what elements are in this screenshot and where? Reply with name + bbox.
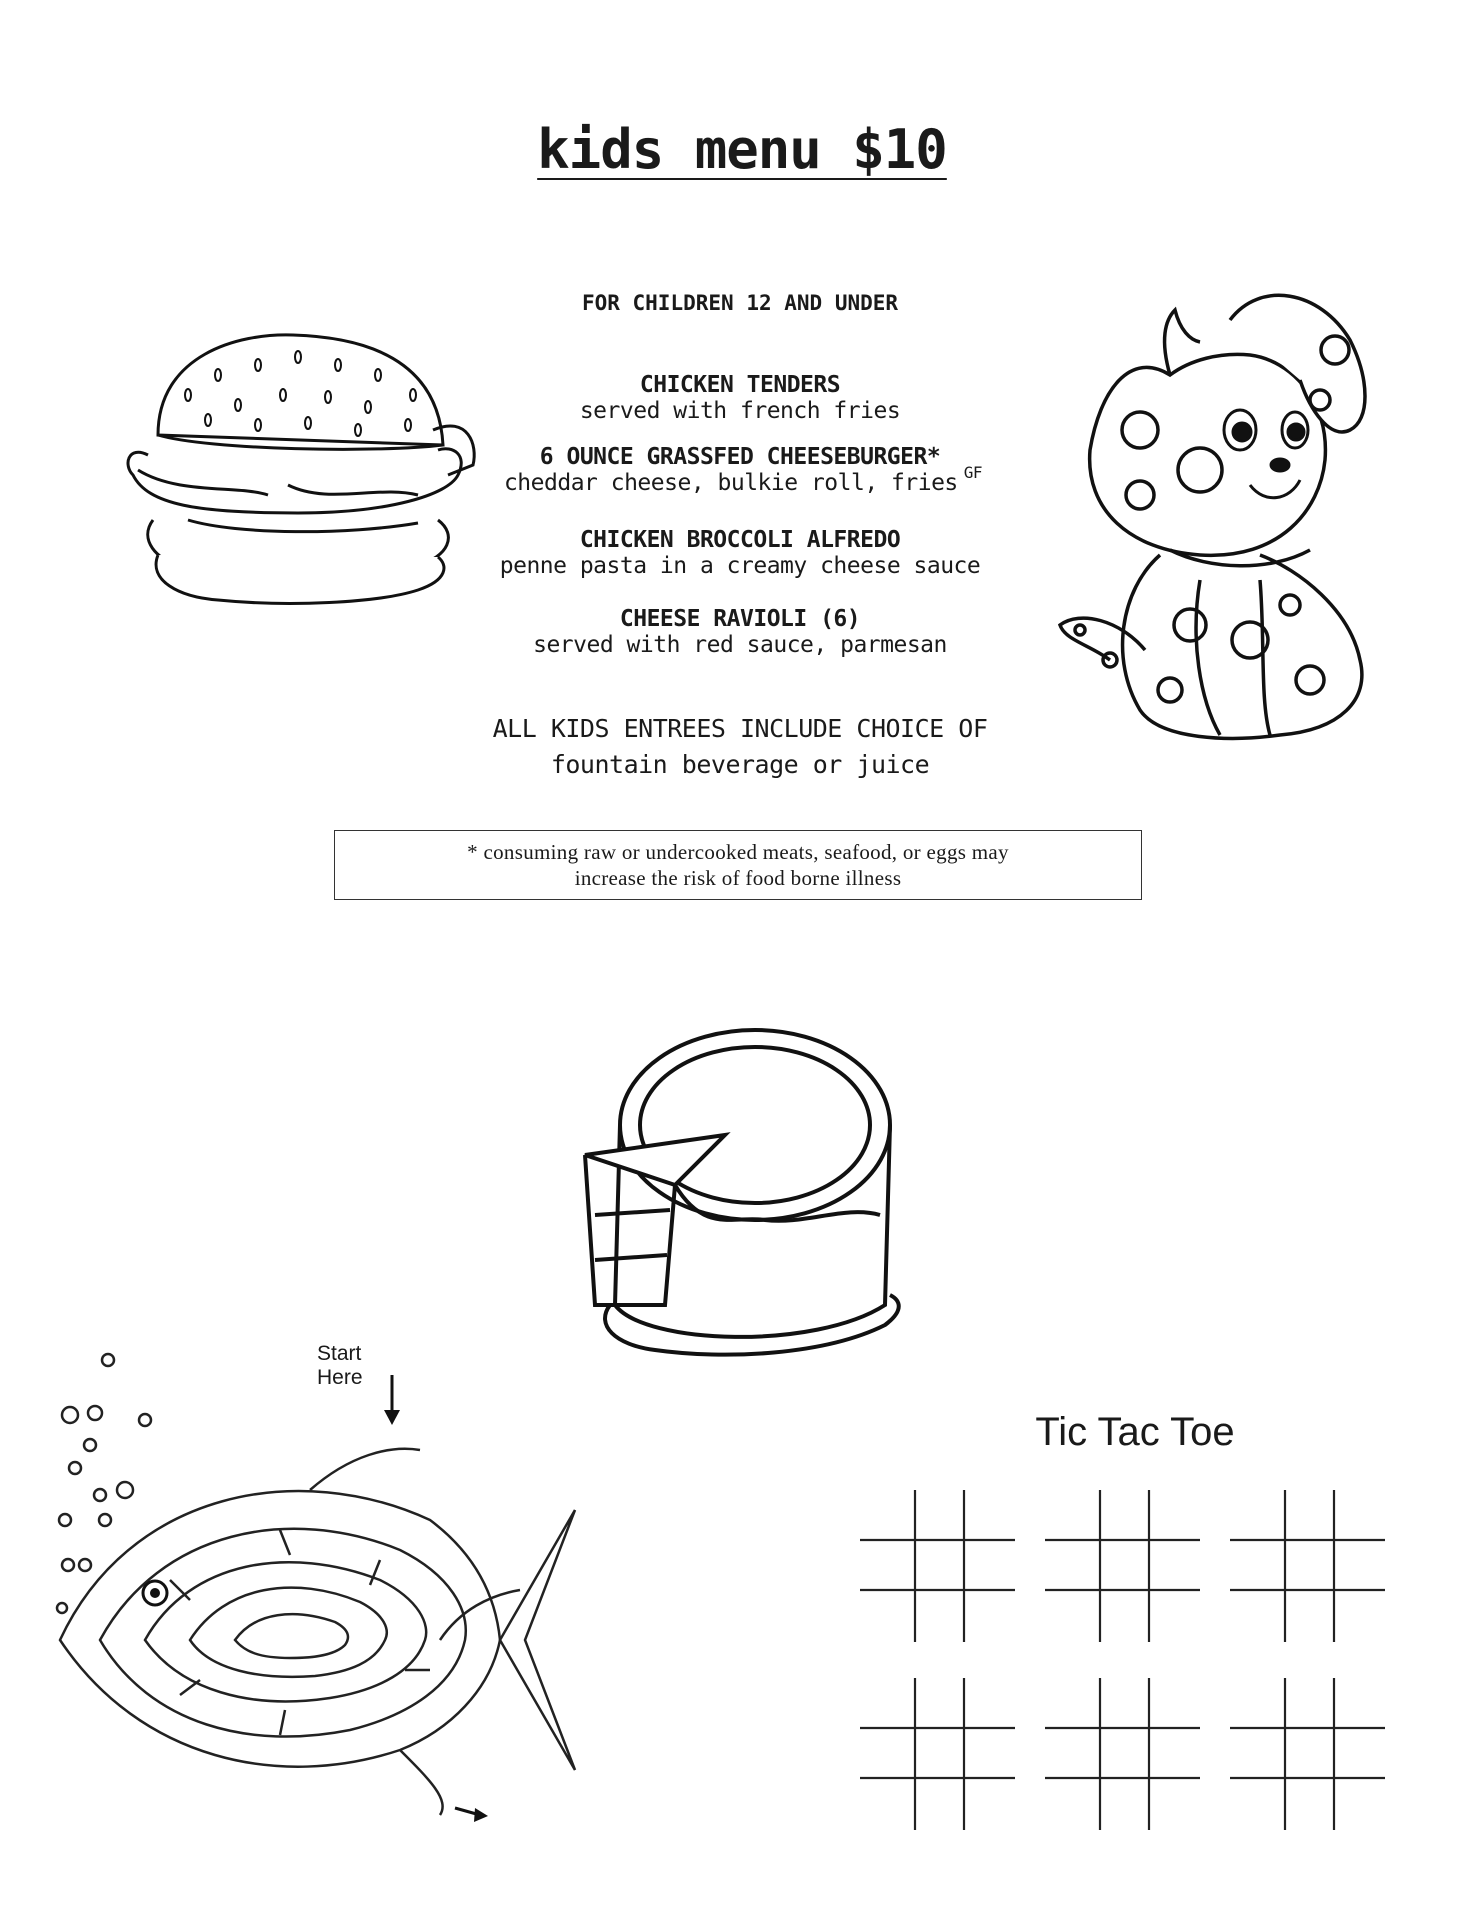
cake-illustration	[565, 1005, 915, 1365]
page-title: kids menu $10	[537, 118, 947, 181]
beverage-note-line1: ALL KIDS ENTREES INCLUDE CHOICE OF	[492, 714, 988, 743]
tic-tac-toe-board[interactable]	[860, 1490, 1015, 1642]
menu-subtitle: FOR CHILDREN 12 AND UNDER	[581, 291, 899, 315]
menu-item	[400, 372, 1080, 424]
menu-item-description: served with french fries	[579, 398, 901, 424]
beverage-note	[400, 711, 1080, 783]
menu-item	[400, 444, 1080, 498]
menu-item	[400, 606, 1080, 658]
tic-tac-toe-board[interactable]	[1230, 1490, 1385, 1642]
menu-item-description: cheddar cheese, bulkie roll, fries	[503, 470, 958, 496]
menu-item-name: CHEESE RAVIOLI (6)	[619, 606, 861, 632]
notice-line2: increase the risk of food borne illness	[574, 866, 902, 890]
tic-tac-toe-board[interactable]	[1045, 1678, 1200, 1830]
tic-tac-toe-board[interactable]	[860, 1678, 1015, 1830]
tic-tac-toe-title: Tic Tac Toe	[1035, 1410, 1235, 1454]
beverage-note-line2: fountain beverage or juice	[550, 750, 930, 779]
tic-tac-toe-board[interactable]	[1045, 1490, 1200, 1642]
fish-maze-illustration[interactable]	[50, 1340, 590, 1830]
tic-tac-toe-board[interactable]	[1230, 1678, 1385, 1830]
menu-item-name: 6 OUNCE GRASSFED CHEESEBURGER*	[539, 444, 941, 470]
menu-item-description: served with red sauce, parmesan	[533, 632, 947, 658]
maze-start-label: Start Here	[317, 1342, 363, 1389]
menu-item-name: CHICKEN BROCCOLI ALFREDO	[579, 527, 901, 553]
puppy-illustration	[1050, 280, 1450, 760]
menu-item-description: penne pasta in a creamy cheese sauce	[499, 553, 981, 579]
menu-item	[400, 527, 1080, 579]
menu-item-name: CHICKEN TENDERS	[639, 372, 841, 398]
tic-tac-toe-boards	[860, 1490, 1400, 1830]
notice-line1: * consuming raw or undercooked meats, seafood, or eggs may	[467, 840, 1009, 864]
food-safety-notice	[334, 830, 1142, 900]
gluten-free-badge: GF	[963, 463, 983, 482]
